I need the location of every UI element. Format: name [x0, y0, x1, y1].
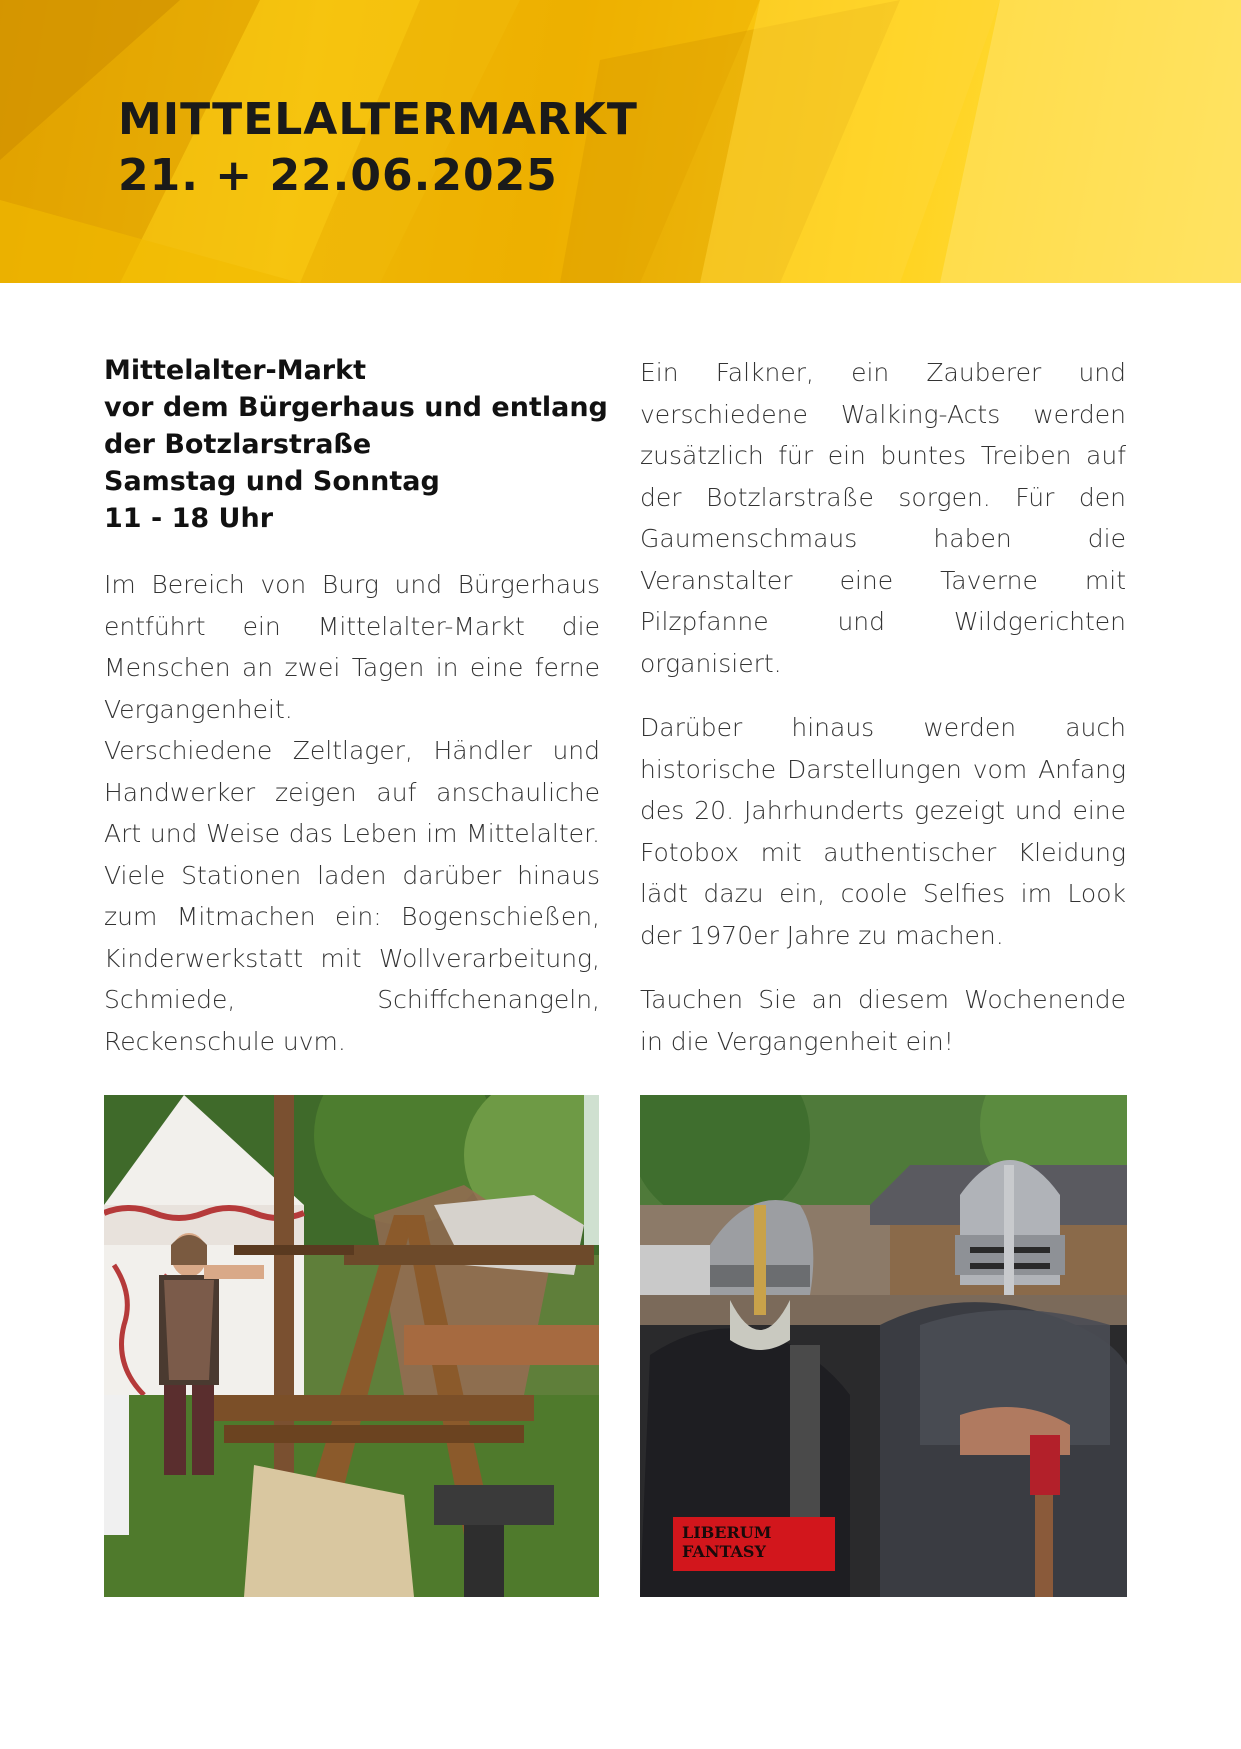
- logo-line2: FANTASY: [682, 1542, 766, 1561]
- event-info-line2: vor dem Bürgerhaus und entlang: [104, 392, 608, 423]
- photo-craftsman: [104, 1095, 599, 1597]
- banner-title-line2: 21. + 22.06.2025: [118, 150, 558, 201]
- right-paragraph-2: Darüber hinaus werden auch historische Darstellungen vom Anfang des 20. Jahrhunderts gezeigt und eine Fotobox mit authentischer Kleidung lädt dazu ein, coole Selfies im Look der 1970er Jahre zu machen.: [640, 713, 1126, 950]
- right-column: [640, 352, 1126, 1086]
- banner-title-line1: MITTELALTERMARKT: [118, 94, 638, 145]
- logo-line1: LIBERUM: [682, 1523, 772, 1542]
- banner-title: [118, 92, 638, 204]
- event-info-line4: Samstag und Sonntag: [104, 466, 440, 497]
- event-info: [104, 352, 608, 537]
- header-banner: [0, 0, 1241, 283]
- craftsman-scene-image: [104, 1095, 599, 1597]
- right-paragraph-1: Ein Falkner, ein Zauberer und verschiedene Walking-Acts werden zusätzlich für ein buntes Treiben auf der Botzlarstraße sorgen. Für den Gaumenschmaus haben die Veranstalter eine Taverne mit Pilzpfanne und Wildgerichten organisiert.: [640, 358, 1126, 678]
- event-info-line5: 11 - 18 Uhr: [104, 503, 274, 534]
- event-info-line1: Mittelalter-Markt: [104, 355, 366, 386]
- liberum-fantasy-logo: [673, 1517, 835, 1571]
- right-paragraph-3: Tauchen Sie an diesem Wochenende in die Vergangenheit ein!: [640, 985, 1126, 1056]
- photo-knights: [640, 1095, 1127, 1597]
- event-info-line3: der Botzlarstraße: [104, 429, 372, 460]
- left-paragraph-2: Verschiedene Zeltlager, Händler und Handwerker zeigen auf anschauliche Art und Weise das Leben im Mittelalter. Viele Stationen laden darüber hinaus zum Mitmachen ein: Bogenschießen, Kinderwerkstatt mit Wollverarbeitung, Schmiede, Schiffchenangeln, Reckenschule uvm.: [104, 736, 600, 1056]
- left-paragraph-1: Im Bereich von Burg und Bürgerhaus entführt ein Mittelalter-Markt die Menschen an zwei Tagen in eine ferne Vergangenheit.: [104, 570, 600, 724]
- left-column: [104, 352, 608, 1086]
